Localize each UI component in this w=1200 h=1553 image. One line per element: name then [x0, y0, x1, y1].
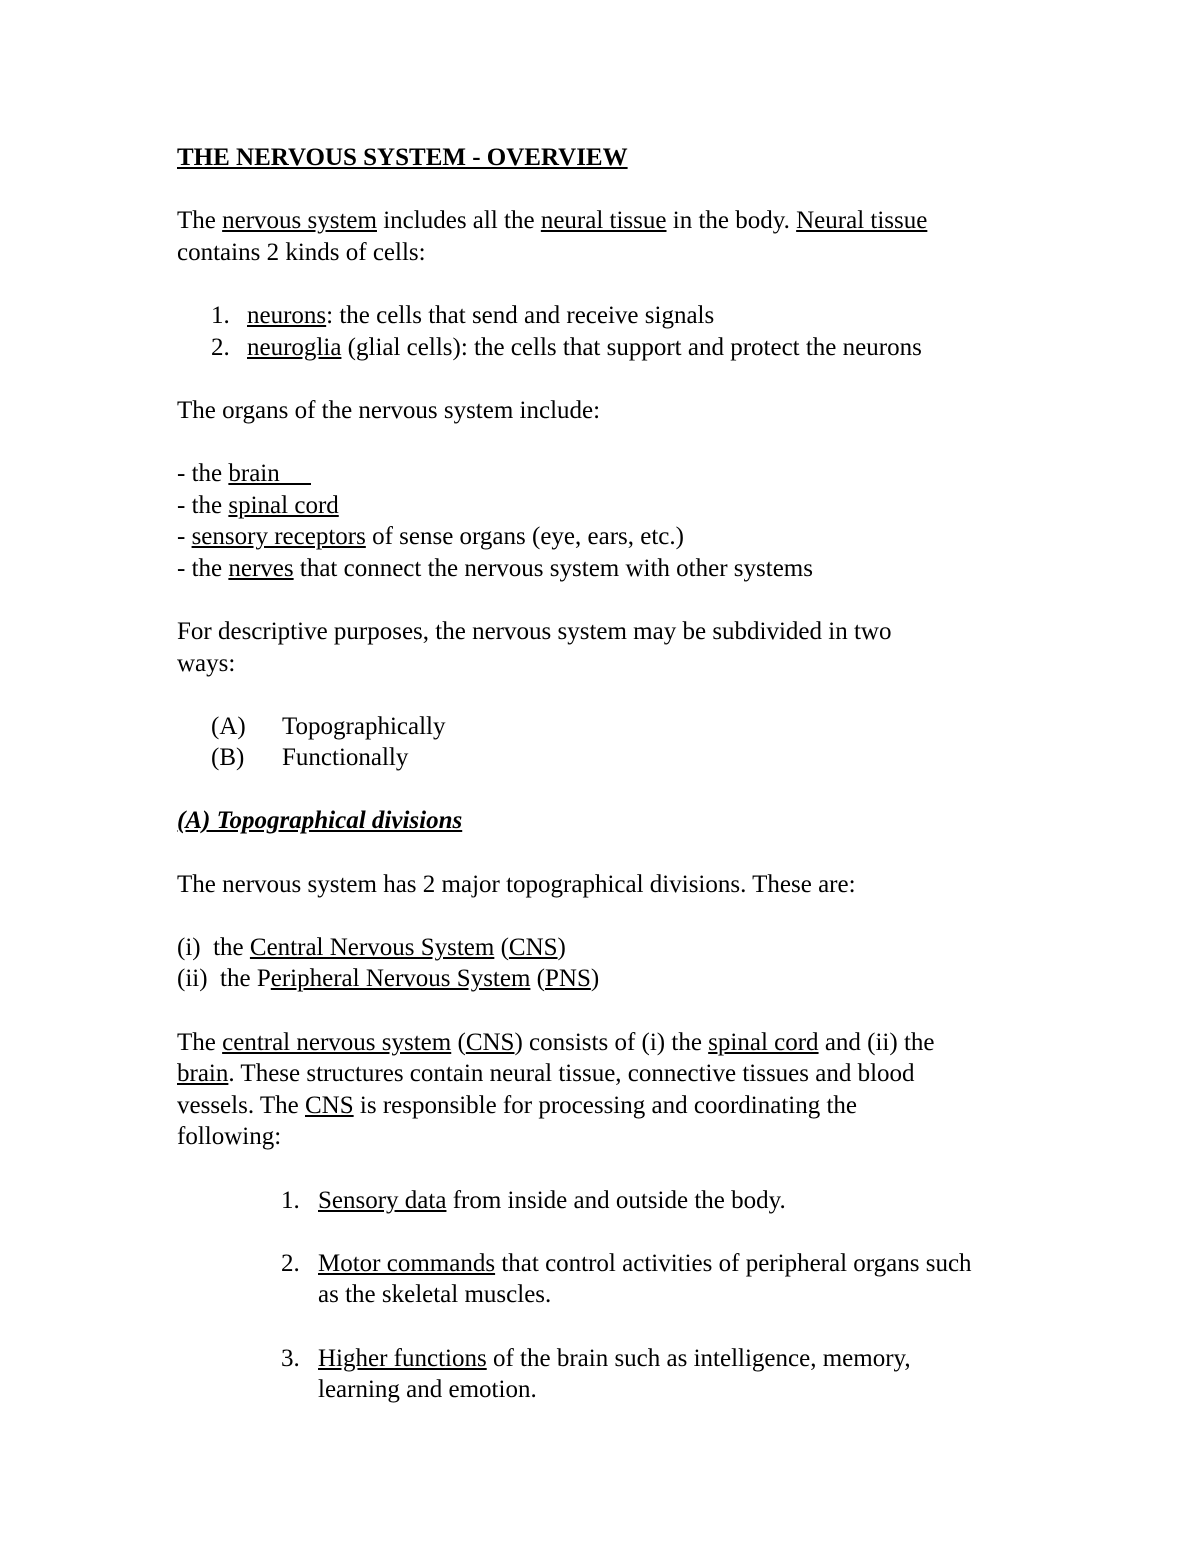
cell-types-list [177, 300, 1057, 363]
term-nervous-system: nervous system [222, 207, 377, 235]
list-text: ( [494, 933, 509, 961]
paragraph-text: The [177, 1028, 223, 1056]
paragraph-text: ( [451, 1028, 466, 1056]
list-item [177, 932, 1057, 964]
term-neural-tissue: neural tissue [540, 207, 667, 235]
intro-paragraph [177, 205, 1057, 268]
paragraph-text: vessels. The [177, 1091, 305, 1119]
term-higher-functions: Higher functions [318, 1344, 487, 1372]
list-item [177, 1248, 1057, 1311]
list-text: the P [207, 965, 271, 993]
term-brain: brain [228, 459, 311, 487]
section-heading: (A) Topographical divisions [177, 807, 463, 835]
page-title: THE NERVOUS SYSTEM - OVERVIEW [177, 144, 628, 171]
list-text: Functionally [282, 744, 409, 772]
term-central-nervous-system: central nervous system [222, 1028, 452, 1056]
list-text: from inside and outside the body. [446, 1186, 786, 1214]
paragraph-text: following: [177, 1123, 282, 1151]
list-text: - the [177, 459, 229, 487]
cns-functions-list [177, 1185, 1057, 1406]
term-sensory-receptors: sensory receptors [191, 523, 366, 551]
divisions-list [177, 932, 1057, 995]
list-item [177, 711, 1057, 743]
term-spinal-cord: spinal cord [228, 491, 339, 519]
paragraph-text: For descriptive purposes, the nervous system may be subdivided in two [177, 617, 892, 645]
list-text: : the cells that send and receive signals [326, 301, 715, 329]
term-abbreviation: PNS [544, 965, 591, 993]
organs-intro: The organs of the nervous system include: [177, 396, 601, 424]
term-brain: brain [177, 1060, 229, 1088]
list-item [177, 521, 1057, 553]
list-item [177, 300, 1057, 332]
subdivision-paragraph [177, 616, 1057, 679]
list-text: - the [177, 554, 229, 582]
subdivision-list [177, 711, 1057, 774]
list-label: (ii) [177, 965, 208, 993]
term-sensory-data: Sensory data [318, 1186, 447, 1214]
list-item [177, 458, 1057, 490]
list-text: of the brain such as intelligence, memory, learning and emotion. [318, 1344, 911, 1404]
intro-text: The [177, 207, 223, 235]
list-text: the [200, 933, 250, 961]
intro-text: in the body. [666, 207, 797, 235]
term-motor-commands: Motor commands [318, 1249, 496, 1277]
term-neural-tissue: Neural tissue [796, 207, 928, 235]
list-item [177, 332, 1057, 364]
list-text: (glial cells): the cells that support and protect the neurons [341, 333, 922, 361]
paragraph-text: ways: [177, 649, 236, 677]
cns-paragraph [177, 1027, 1057, 1153]
paragraph-text: ) consists of (i) the [514, 1028, 709, 1056]
list-text: that control activities of peripheral organs such as the skeletal muscles. [318, 1249, 972, 1309]
list-text: ( [530, 965, 545, 993]
organs-list [177, 458, 1057, 584]
section-intro: The nervous system has 2 major topographical divisions. These are: [177, 870, 856, 898]
list-letter: (B) [211, 744, 245, 772]
document-page [177, 142, 1057, 1406]
intro-text: contains 2 kinds of cells: [177, 238, 426, 266]
list-item [177, 1343, 1057, 1406]
term-neurons: neurons [247, 301, 327, 329]
list-item [177, 553, 1057, 585]
list-number: 1. [281, 1186, 300, 1214]
term-pns: eripheral Nervous System [270, 965, 531, 993]
term-abbreviation: CNS [305, 1091, 354, 1119]
list-number: 2. [281, 1249, 300, 1277]
list-item [177, 963, 1057, 995]
paragraph-text: and (ii) the [818, 1028, 935, 1056]
term-spinal-cord: spinal cord [708, 1028, 819, 1056]
list-number: 3. [281, 1344, 300, 1372]
list-text: Topographically [282, 712, 446, 740]
list-item [177, 1185, 1057, 1217]
list-item [177, 490, 1057, 522]
term-abbreviation: CNS [508, 933, 558, 961]
intro-text: includes all the [376, 207, 541, 235]
list-number: 2. [211, 333, 230, 361]
list-text: of sense organs (eye, ears, etc.) [365, 523, 684, 551]
term-neuroglia: neuroglia [247, 333, 342, 361]
paragraph-text: is responsible for processing and coordinating the [353, 1091, 857, 1119]
list-item [177, 742, 1057, 774]
list-number: 1. [211, 301, 230, 329]
term-abbreviation: CNS [465, 1028, 515, 1056]
list-label: (i) [177, 933, 201, 961]
term-cns: Central Nervous System [249, 933, 495, 961]
paragraph-text: . These structures contain neural tissue, connective tissues and blood [228, 1060, 915, 1088]
list-letter: (A) [211, 712, 246, 740]
term-nerves: nerves [228, 554, 294, 582]
list-text: - [177, 523, 192, 551]
list-text: ) [557, 933, 566, 961]
list-text: that connect the nervous system with other systems [293, 554, 813, 582]
list-text: ) [590, 965, 600, 993]
list-text: - the [177, 491, 229, 519]
